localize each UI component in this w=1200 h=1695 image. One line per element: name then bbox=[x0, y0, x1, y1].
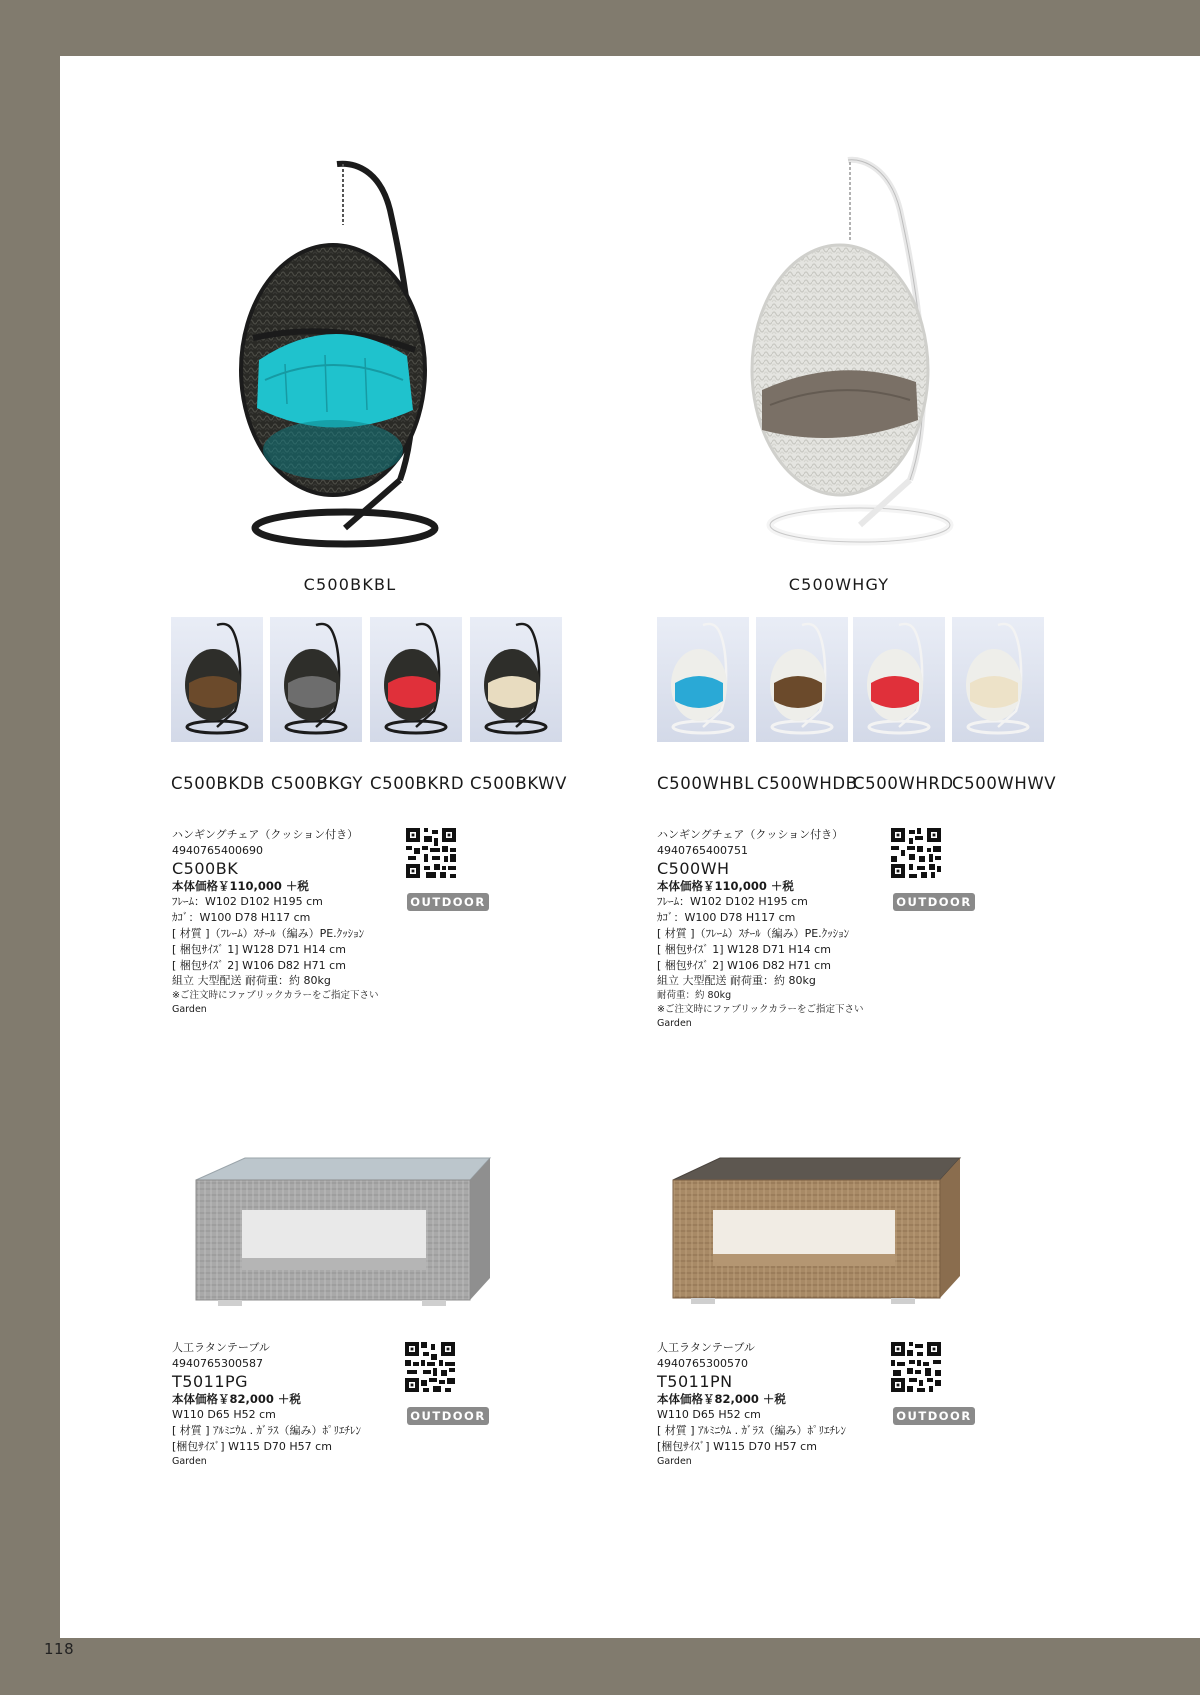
variant-image bbox=[756, 617, 848, 742]
product-code: C500WH bbox=[657, 858, 730, 878]
spec-line: [ 材質 ]（ﾌﾚｰﾑ）ｽﾁｰﾙ（編み）PE.ｸｯｼｮﾝ bbox=[172, 926, 365, 940]
outdoor-badge: OUTDOOR bbox=[893, 893, 975, 911]
variant-image bbox=[171, 617, 263, 742]
variant-label: C500WHRD bbox=[853, 774, 954, 793]
product-code: T5011PG bbox=[172, 1371, 249, 1391]
spec-line: ｶｺﾞ：W100 D78 H117 cm bbox=[657, 911, 796, 925]
variant-image bbox=[370, 617, 462, 742]
jan-code: 4940765300587 bbox=[172, 1356, 263, 1370]
hanging-chair-white-image bbox=[740, 150, 980, 560]
spec-line: [ 材質 ] ｱﾙﾐﾆｳﾑ . ｶﾞﾗｽ（編み）ﾎﾟﾘｴﾁﾚﾝ bbox=[172, 1424, 362, 1438]
qr-code-icon[interactable] bbox=[405, 1342, 455, 1392]
variant-label: C500BKRD bbox=[370, 774, 465, 793]
spec-line: 組立 大型配送 耐荷重：約 80kg bbox=[172, 974, 331, 988]
product-price: 本体価格￥110,000 ＋税 bbox=[657, 878, 794, 893]
qr-code-icon[interactable] bbox=[891, 828, 941, 878]
product-price: 本体価格￥82,000 ＋税 bbox=[657, 1391, 786, 1406]
variant-label: C500WHDB bbox=[757, 774, 858, 793]
spec-note: 耐荷重：約 80kg bbox=[657, 990, 732, 1002]
spec-line: W110 D65 H52 cm bbox=[172, 1408, 276, 1422]
variant-label: C500BKWV bbox=[470, 774, 567, 793]
product-name: 人工ラタンテーブル bbox=[172, 1341, 270, 1354]
page-frame-top bbox=[0, 0, 1200, 56]
page-frame-bottom bbox=[0, 1638, 1200, 1695]
product-price: 本体価格￥110,000 ＋税 bbox=[172, 878, 309, 893]
product-name: ハンギングチェア（クッション付き） bbox=[172, 828, 359, 841]
hanging-chair-black-image bbox=[225, 150, 465, 560]
spec-line: W110 D65 H52 cm bbox=[657, 1408, 761, 1422]
variant-image bbox=[853, 617, 945, 742]
main-product-label: C500WHGY bbox=[788, 575, 890, 594]
page-number: 118 bbox=[44, 1640, 75, 1658]
variant-cushion bbox=[189, 676, 237, 708]
jan-code: 4940765400690 bbox=[172, 843, 263, 857]
spec-line: ﾌﾚｰﾑ：W102 D102 H195 cm bbox=[172, 895, 323, 909]
rattan-table-natural-image bbox=[665, 1150, 970, 1315]
variant-label: C500BKGY bbox=[271, 774, 363, 793]
product-price: 本体価格￥82,000 ＋税 bbox=[172, 1391, 301, 1406]
spec-line: ﾌﾚｰﾑ：W102 D102 H195 cm bbox=[657, 895, 808, 909]
variant-image bbox=[470, 617, 562, 742]
spec-line: 組立 大型配送 耐荷重：約 80kg bbox=[657, 974, 816, 988]
main-product-label: C500BKBL bbox=[303, 575, 397, 594]
spec-line: [ 梱包ｻｲｽﾞ 2] W106 D82 H71 cm bbox=[172, 958, 346, 972]
spec-note: ※ご注文時にファブリックカラーをご指定下さい bbox=[172, 990, 379, 1002]
spec-line: [ 材質 ] ｱﾙﾐﾆｳﾑ . ｶﾞﾗｽ（編み）ﾎﾟﾘｴﾁﾚﾝ bbox=[657, 1424, 847, 1438]
variant-label: C500WHWV bbox=[952, 774, 1057, 793]
spec-line: [ 梱包ｻｲｽﾞ 2] W106 D82 H71 cm bbox=[657, 958, 831, 972]
spec-line: [ 材質 ]（ﾌﾚｰﾑ）ｽﾁｰﾙ（編み）PE.ｸｯｼｮﾝ bbox=[657, 926, 850, 940]
spec-line: [ 梱包ｻｲｽﾞ 1] W128 D71 H14 cm bbox=[172, 942, 346, 956]
spec-note: Garden bbox=[172, 1004, 207, 1016]
page-frame-left bbox=[0, 0, 60, 1695]
product-spec bbox=[657, 827, 907, 1031]
product-name: 人工ラタンテーブル bbox=[657, 1341, 755, 1354]
product-spec bbox=[657, 1340, 907, 1469]
product-spec bbox=[172, 1340, 422, 1469]
spec-note: ※ご注文時にファブリックカラーをご指定下さい bbox=[657, 1004, 864, 1016]
variant-label: C500BKDB bbox=[171, 774, 265, 793]
product-spec bbox=[172, 827, 422, 1017]
jan-code: 4940765300570 bbox=[657, 1356, 748, 1370]
product-code: T5011PN bbox=[657, 1371, 733, 1391]
variant-label: C500WHBL bbox=[657, 774, 755, 793]
spec-line: [ 梱包ｻｲｽﾞ 1] W128 D71 H14 cm bbox=[657, 942, 831, 956]
outdoor-badge: OUTDOOR bbox=[407, 893, 489, 911]
variant-image bbox=[270, 617, 362, 742]
spec-note: Garden bbox=[657, 1018, 692, 1030]
qr-code-icon[interactable] bbox=[406, 828, 456, 878]
spec-note: Garden bbox=[657, 1455, 692, 1467]
jan-code: 4940765400751 bbox=[657, 843, 748, 857]
spec-line: ｶｺﾞ：W100 D78 H117 cm bbox=[172, 911, 311, 925]
outdoor-badge: OUTDOOR bbox=[407, 1407, 489, 1425]
qr-code-icon[interactable] bbox=[891, 1342, 941, 1392]
spec-note: Garden bbox=[172, 1455, 207, 1467]
product-name: ハンギングチェア（クッション付き） bbox=[657, 828, 844, 841]
spec-line: [梱包ｻｲｽﾞ] W115 D70 H57 cm bbox=[172, 1439, 332, 1453]
product-code: C500BK bbox=[172, 858, 239, 878]
rattan-table-grey-image bbox=[190, 1150, 505, 1315]
variant-image bbox=[952, 617, 1044, 742]
spec-line: [梱包ｻｲｽﾞ] W115 D70 H57 cm bbox=[657, 1439, 817, 1453]
outdoor-badge: OUTDOOR bbox=[893, 1407, 975, 1425]
variant-image bbox=[657, 617, 749, 742]
